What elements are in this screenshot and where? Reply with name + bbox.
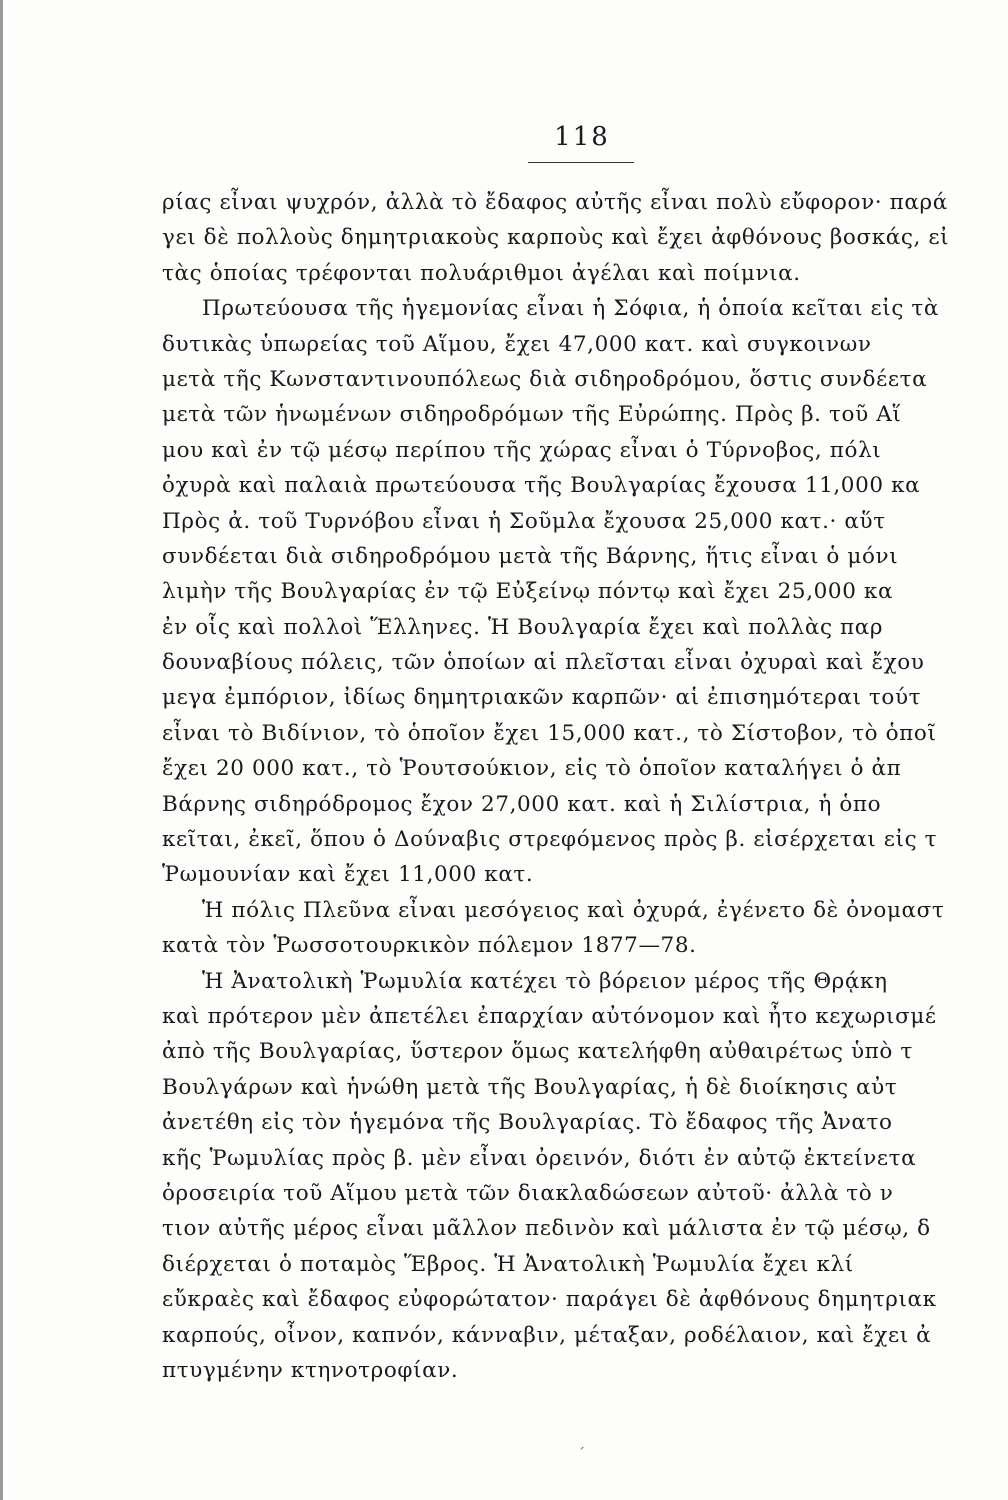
text-line: κεῖται, ἐκεῖ, ὅπου ὁ Δούναβις στρεφόμενος πρὸς β. εἰσέρχεται εἰς τ (162, 827, 938, 853)
page-number: 118 (554, 122, 610, 152)
text-line: ὀροσειρία τοῦ Αἵμου μετὰ τῶν διακλαδώσεων αὐτοῦ· ἀλλὰ τὸ ν (162, 1180, 894, 1206)
text-line: δουναβίους πόλεις, τῶν ὁποίων αἱ πλεῖσται εἶναι ὀχυραὶ καὶ ἔχου (162, 650, 925, 676)
text-line: γει δὲ πολλοὺς δημητριακοὺς καρποὺς καὶ ἔχει ἀφθόνους βοσκάς, εἰ (162, 225, 950, 251)
text-line: δυτικὰς ὑπωρείας τοῦ Αἵμου, ἔχει 47,000 κατ. καὶ συγκοινων (162, 331, 872, 357)
text-line: Πρὸς ἀ. τοῦ Τυρνόβου εἶναι ἡ Σοῦμλα ἔχουσα 25,000 κατ.· αὕτ (162, 508, 886, 534)
text-line: ἔχει 20 000 κατ., τὸ Ῥουτσούκιον, εἰς τὸ ὁποῖον καταλήγει ὁ ἀπ (162, 756, 902, 782)
text-line: μεγα ἐμπόριον, ἰδίως δημητριακῶν καρπῶν· αἱ ἐπισημότεραι τούτ (162, 685, 922, 711)
text-line: ἐν οἷς καὶ πολλοὶ Ἕλληνες. Ἡ Βουλγαρία ἔχει καὶ πολλὰς παρ (162, 614, 884, 640)
text-line: ὀχυρὰ καὶ παλαιὰ πρωτεύουσα τῆς Βουλγαρίας ἔχουσα 11,000 κα (162, 473, 921, 499)
text-line: καρπούς, οἶνον, καπνόν, κάνναβιν, μέταξαν, ροδέλαιον, καὶ ἔχει ἀ (162, 1322, 932, 1348)
page-number-rule (528, 162, 634, 163)
text-line: Ἡ πόλις Πλεῦνα εἶναι μεσόγειος καὶ ὀχυρά, ἐγένετο δὲ ὀνομαστ (202, 897, 945, 923)
text-line: τιον αὐτῆς μέρος εἶναι μᾶλλον πεδινὸν καὶ μάλιστα ἐν τῷ μέσῳ, δ (162, 1216, 931, 1242)
text-line: κατὰ τὸν Ῥωσσοτουρκικὸν πόλεμον 1877—78. (162, 933, 697, 959)
text-line: κῆς Ῥωμυλίας πρὸς β. μὲν εἶναι ὀρεινόν, διότι ἐν αὐτῷ ἐκτείνετα (162, 1145, 917, 1171)
text-line: πτυγμένην κτηνοτροφίαν. (162, 1357, 459, 1383)
text-line: μου καὶ ἐν τῷ μέσῳ περίπου τῆς χώρας εἶναι ὁ Τύρνοβος, πόλι (162, 437, 882, 463)
body-text (162, 185, 1008, 1388)
text-line: μετὰ τῶν ἡνωμένων σιδηροδρόμων τῆς Εὐρώπης. Πρὸς β. τοῦ Αἵ (162, 402, 902, 428)
text-line: διέρχεται ὁ ποταμὸς Ἕβρος. Ἡ Ἀνατολικὴ Ῥωμυλία ἔχει κλί (162, 1251, 854, 1277)
text-line: εὔκραὲς καὶ ἔδαφος εὐφορώτατον· παράγει δὲ ἀφθόνους δημητριακ (162, 1287, 937, 1313)
page-edge (0, 0, 3, 1500)
text-line: μετὰ τῆς Κωνσταντινουπόλεως διὰ σιδηροδρόμου, ὅστις συνδέετα (162, 366, 928, 392)
text-line: Πρωτεύουσα τῆς ἡγεμονίας εἶναι ἡ Σόφια, ἡ ὁποία κεῖται εἰς τὰ (202, 296, 940, 322)
text-line: Ἡ Ἀνατολικὴ Ῥωμυλία κατέχει τὸ βόρειον μέρος τῆς Θρᾴκη (202, 968, 888, 994)
text-line: Βουλγάρων καὶ ἡνώθη μετὰ τῆς Βουλγαρίας, ἡ δὲ διοίκησις αὐτ (162, 1074, 898, 1100)
text-line: ἀπὸ τῆς Βουλγαρίας, ὕστερον ὅμως κατελήφθη αὐθαιρέτως ὑπὸ τ (162, 1039, 913, 1065)
text-line: λιμὴν τῆς Βουλγαρίας ἐν τῷ Εὐξείνῳ πόντῳ καὶ ἔχει 25,000 κα (162, 579, 894, 605)
text-line: τὰς ὁποίας τρέφονται πολυάριθμοι ἀγέλαι καὶ ποίμνια. (162, 260, 801, 286)
text-line: ἀνετέθη εἰς τὸν ἡγεμόνα τῆς Βουλγαρίας. Τὸ ἔδαφος τῆς Ἀνατο (162, 1110, 893, 1136)
ink-mark: ˊ (578, 1446, 585, 1462)
text-line: Βάρνης σιδηρόδρομος ἔχον 27,000 κατ. καὶ ἡ Σιλίστρια, ἡ ὁπο (162, 791, 882, 817)
text-line: εἶναι τὸ Βιδίνιον, τὸ ὁποῖον ἔχει 15,000 κατ., τὸ Σίστοβον, τὸ ὁποῖ (162, 720, 937, 746)
text-line: Ῥωμουνίαν καὶ ἔχει 11,000 κατ. (162, 862, 534, 888)
text-line: ρίας εἶναι ψυχρόν, ἀλλὰ τὸ ἔδαφος αὐτῆς εἶναι πολὺ εὔφορον· παρά (162, 190, 948, 215)
text-line: καὶ πρότερον μὲν ἀπετέλει ἐπαρχίαν αὐτόνομον καὶ ἦτο κεχωρισμέ (162, 1003, 937, 1029)
text-line: συνδέεται διὰ σιδηροδρόμου μετὰ τῆς Βάρνης, ἥτις εἶναι ὁ μόνι (162, 543, 899, 569)
